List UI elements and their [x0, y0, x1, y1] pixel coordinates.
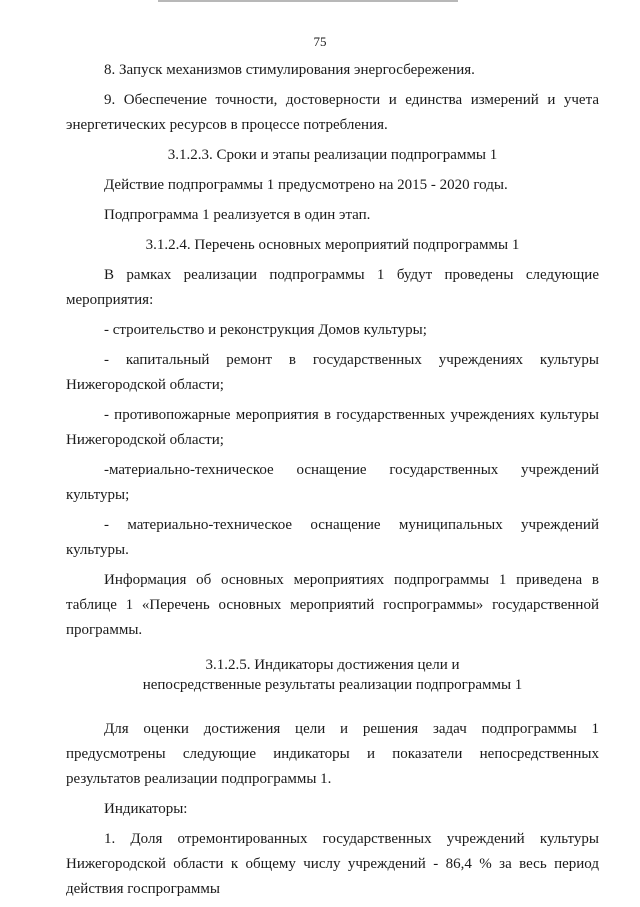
section-heading-3-1-2-3: 3.1.2.3. Сроки и этапы реализации подпрограммы 1 [167, 147, 498, 163]
paragraph-term-stage: Подпрограмма 1 реализуется в один этап. [104, 207, 371, 223]
list-item-measure-1: - строительство и реконструкция Домов культуры; [104, 322, 427, 338]
section-heading-3-1-2-5 [66, 655, 599, 695]
paragraph-term-action: Действие подпрограммы 1 предусмотрено на 2015 - 2020 годы. [104, 177, 508, 193]
paragraph-indicators-intro: Для оценки достижения цели и решения задач подпрограммы 1 предусмотрены следующие индикаторы и показатели непосредственных результатов реализации подпрограммы 1. [66, 721, 599, 787]
list-item-indicator-1: 1. Доля отремонтированных государственных учреждений культуры Нижегородской области к общему числу учреждений - 86,4 % за весь период действия госпрограммы [66, 831, 599, 897]
list-item-measure-2: - капитальный ремонт в государственных учреждениях культуры Нижегородской области; [66, 352, 599, 393]
document-body [66, 58, 599, 907]
list-item-measure-3: - противопожарные мероприятия в государственных учреждениях культуры Нижегородской области; [66, 407, 599, 448]
top-scan-edge-line [158, 0, 458, 2]
paragraph-measures-info: Информация об основных мероприятиях подпрограммы 1 приведена в таблице 1 «Перечень основных мероприятий госпрограммы» государственной программы. [66, 572, 599, 638]
section-heading-3-1-2-5-line-1: 3.1.2.5. Индикаторы достижения цели и [205, 657, 460, 673]
paragraph-indicators-label: Индикаторы: [104, 801, 188, 817]
page-number: 75 [313, 34, 327, 49]
section-heading-3-1-2-4: 3.1.2.4. Перечень основных мероприятий подпрограммы 1 [145, 237, 520, 253]
list-item-measure-4: -материально-техническое оснащение государственных учреждений культуры; [66, 462, 599, 503]
list-item-measure-5: - материально-техническое оснащение муниципальных учреждений культуры. [66, 517, 599, 558]
paragraph-measures-intro: В рамках реализации подпрограммы 1 будут проведены следующие мероприятия: [66, 267, 599, 308]
paragraph-item-9: 9. Обеспечение точности, достоверности и единства измерений и учета энергетических ресурсов в процессе потребления. [66, 92, 599, 133]
paragraph-item-8: 8. Запуск механизмов стимулирования энергосбережения. [104, 62, 475, 78]
section-heading-3-1-2-5-line-2: непосредственные результаты реализации подпрограммы 1 [142, 677, 523, 693]
